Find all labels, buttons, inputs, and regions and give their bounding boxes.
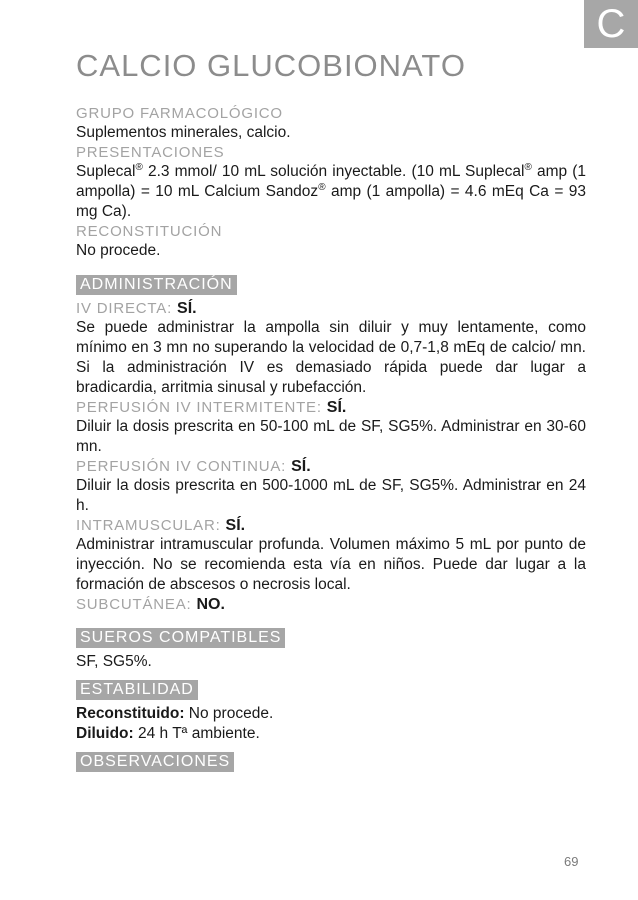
sueros-compatibles-header: SUEROS COMPATIBLES xyxy=(76,628,285,648)
perfusion-intermitente-text: Diluir la dosis prescrita en 50-100 mL de SF, SG5%. Administrar en 30-60 mn. xyxy=(76,418,586,455)
registered-mark: ® xyxy=(318,182,326,193)
page-number: 69 xyxy=(564,854,579,869)
page-title: CALCIO GLUCOBIONATO xyxy=(76,48,466,83)
subcutanea-value: NO. xyxy=(196,596,225,613)
perfusion-intermitente-value: SÍ. xyxy=(326,399,347,416)
registered-mark: ® xyxy=(135,162,143,173)
iv-directa-value: SÍ. xyxy=(177,300,197,317)
perfusion-continua-label-text: PERFUSIÓN IV CONTINUA: xyxy=(76,458,287,475)
grupo-text: Suplementos minerales, calcio. xyxy=(76,124,291,141)
presentaciones-text xyxy=(76,162,586,222)
presentaciones-text-part4: amp (1 ampolla) = 4.6 mEq Ca = 93 mg Ca). xyxy=(76,183,586,220)
intramuscular-label-text: INTRAMUSCULAR: xyxy=(76,517,221,534)
monograph-content xyxy=(76,104,586,772)
perfusion-continua-text: Diluir la dosis prescrita en 500-1000 mL de SF, SG5%. Administrar en 24 h. xyxy=(76,477,586,514)
presentaciones-label: PRESENTACIONES xyxy=(76,144,225,161)
reconstitucion-label: RECONSTITUCIÓN xyxy=(76,223,223,240)
perfusion-continua-label xyxy=(76,457,586,476)
iv-directa-label-text: IV DIRECTA: xyxy=(76,300,173,317)
sueros-compatibles-text: SF, SG5%. xyxy=(76,653,152,670)
section-letter-tab: C xyxy=(584,0,638,48)
intramuscular-value: SÍ. xyxy=(225,517,246,534)
estabilidad-diluido xyxy=(76,724,586,744)
perfusion-intermitente-label xyxy=(76,398,586,417)
reconstitucion-text: No procede. xyxy=(76,242,161,259)
estabilidad-reconstituido xyxy=(76,704,586,724)
estabilidad-diluido-text: 24 h Tª ambiente. xyxy=(133,725,260,742)
administracion-header: ADMINISTRACIÓN xyxy=(76,275,237,295)
iv-directa-text: Se puede administrar la ampolla sin diluir y muy lentamente, como mínimo en 3 mn no superando la velocidad de 0,7-1,8 mEq de calcio/ mn. Si la administración IV es demasiado rápida puede dar lugar a bradicardia, arritmia sinusal y rubefacción. xyxy=(76,319,586,396)
estabilidad-reconstituido-label: Reconstituido: xyxy=(76,705,185,722)
estabilidad-diluido-label: Diluido: xyxy=(76,725,134,742)
perfusion-continua-value: SÍ. xyxy=(291,458,311,475)
perfusion-intermitente-label-text: PERFUSIÓN IV INTERMITENTE: xyxy=(76,399,322,416)
presentaciones-text-part2: 2.3 mmol/ 10 mL solución inyectable. (10 mL Suplecal xyxy=(142,163,525,180)
observaciones-header: OBSERVACIONES xyxy=(76,752,234,772)
intramuscular-text: Administrar intramuscular profunda. Volumen máximo 5 mL por punto de inyección. No se recomienda esta vía en niños. Puede dar lugar a la formación de abscesos o necrosis local. xyxy=(76,536,586,593)
estabilidad-reconstituido-text: No procede. xyxy=(184,705,274,722)
grupo-label: GRUPO FARMACOLÓGICO xyxy=(76,105,283,122)
intramuscular-label xyxy=(76,516,586,535)
iv-directa-label xyxy=(76,299,586,318)
presentaciones-text-part1: Suplecal xyxy=(76,163,136,180)
subcutanea-label-text: SUBCUTÁNEA: xyxy=(76,596,192,613)
subcutanea-label xyxy=(76,595,586,614)
presentaciones-text-part3: amp (1 ampolla) = 10 mL Calcium Sandoz xyxy=(76,163,586,200)
registered-mark: ® xyxy=(524,162,532,173)
estabilidad-header: ESTABILIDAD xyxy=(76,680,198,700)
